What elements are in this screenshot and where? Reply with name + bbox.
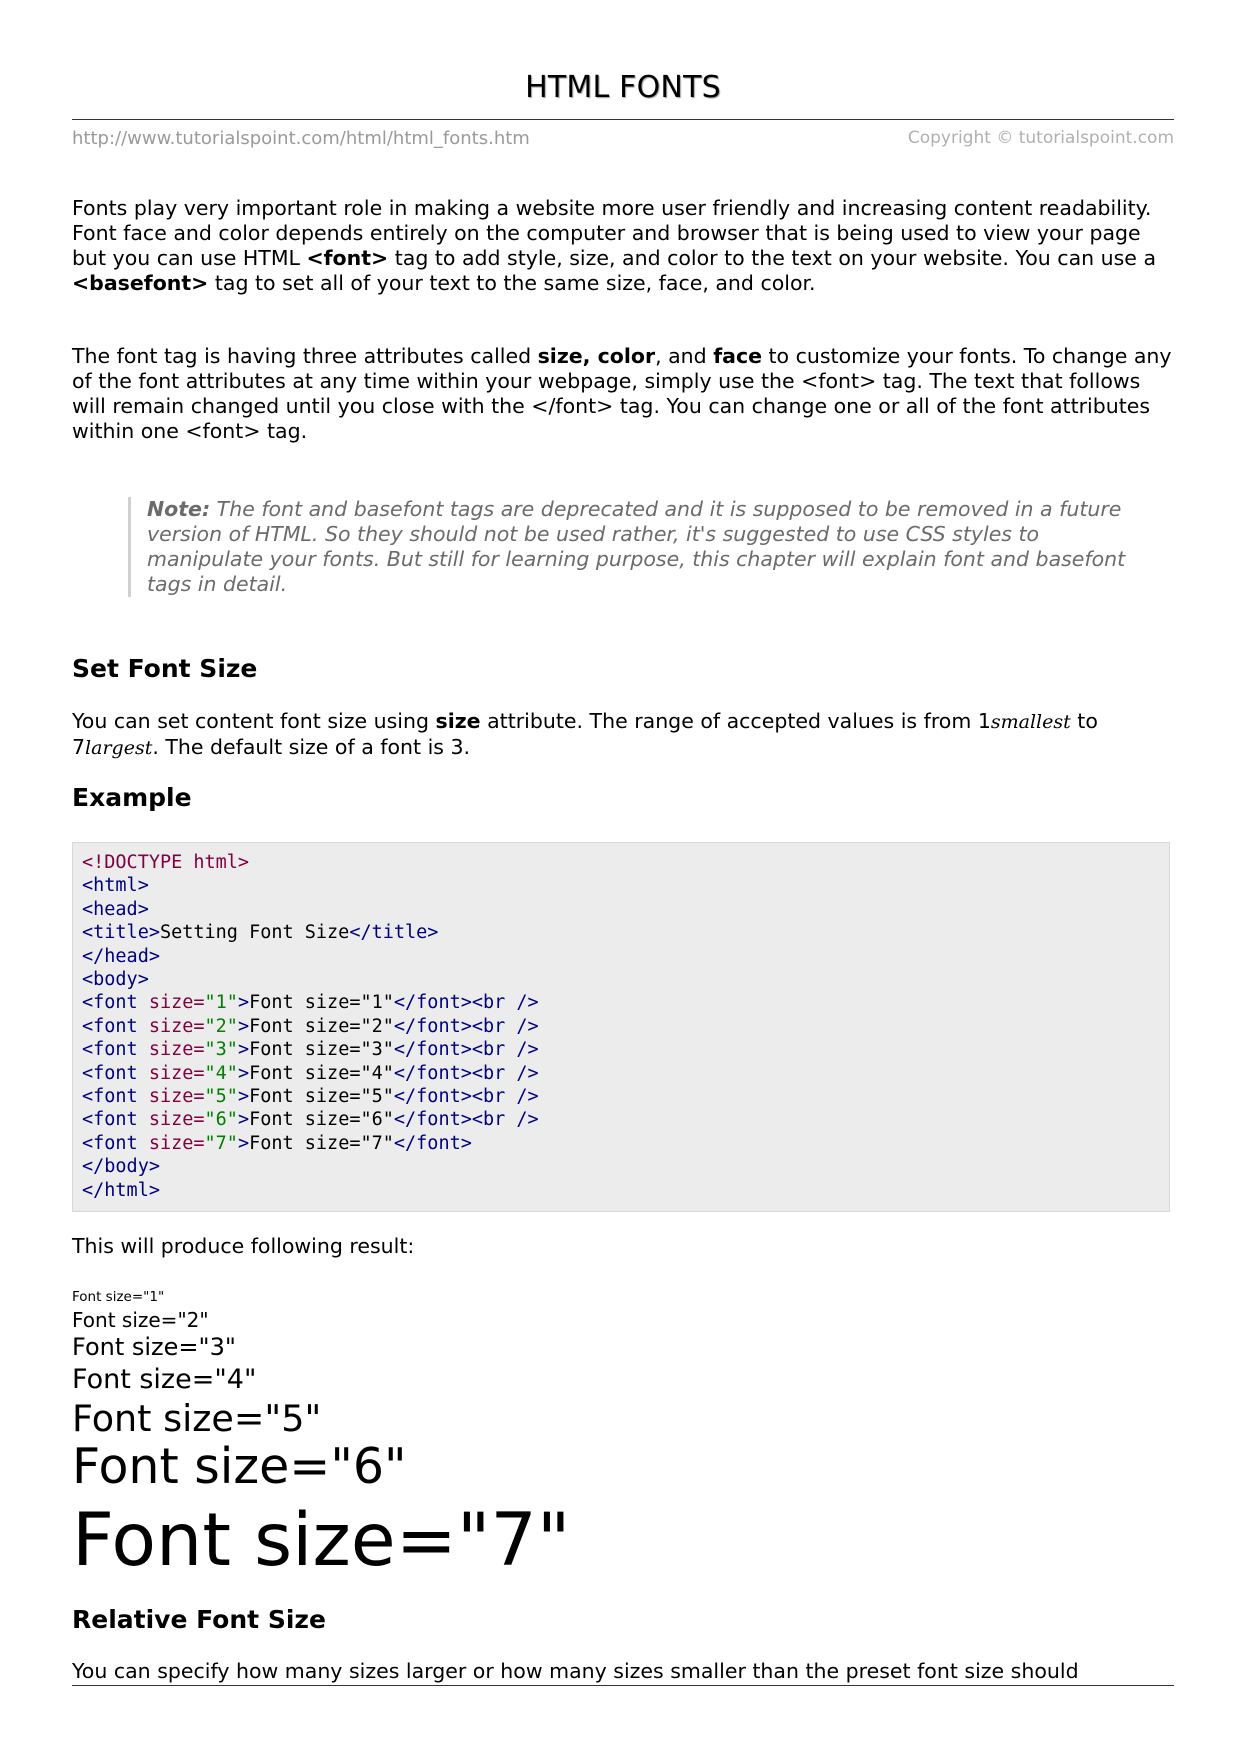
header-divider — [72, 119, 1174, 120]
code-example-block: <!DOCTYPE html> <html> <head> <title>Setting Font Size</title> </head> <body> <font size="1">Font size="1"</font><br /> <font size="2">Font size="2"</font><br /> <font size="3">Font size="3"</font><br /> <font size="4">Font size="4"</font><br /> <font size="5">Font size="5"</font><br /> <font size="6">Font size="6"</font><br /> <font size="7">Font size="7"</font> </body> </html> — [72, 842, 1170, 1212]
result-font-size-4: Font size="4" — [72, 1364, 257, 1395]
code-line-3: <font size="3">Font size="3"</font><br /> — [82, 1039, 539, 1061]
font-size-paragraph: You can set content font size using size attribute. The range of accepted values is from 1smallest to 7largest. The default size of a font is 3. — [72, 709, 1098, 759]
code-line-2: <font size="2">Font size="2"</font><br /> — [82, 1015, 539, 1037]
footer-divider — [72, 1685, 1174, 1686]
code-line-1: <font size="1">Font size="1"</font><br /> — [82, 992, 539, 1014]
result-font-size-2: Font size="2" — [72, 1308, 209, 1332]
heading-set-font-size: Set Font Size — [72, 654, 258, 683]
code-line-4: <font size="4">Font size="4"</font><br /> — [82, 1062, 539, 1084]
relative-font-size-paragraph: You can specify how many sizes larger or how many sizes smaller than the preset font size should — [72, 1659, 1079, 1683]
note-text: The font and basefont tags are deprecated and it is supposed to be removed in a future version of HTML. So they should not be used rather, it's suggested to use CSS styles to manipulate your fonts. But still for learning purpose, this chapter will explain font and basefont tags in detail. — [147, 497, 1126, 596]
result-font-size-3: Font size="3" — [72, 1333, 236, 1361]
intro-paragraph-2: The font tag is having three attributes called size, color, and face to customize your fonts. To change any of the font attributes at any time within your webpage, simply use the <font> tag. The text that follows will remain changed until you close with the </font> tag. You can change one or all of the font attributes within one <font> tag. — [72, 344, 1172, 443]
result-font-size-6: Font size="6" — [72, 1438, 407, 1495]
page-title: HTML FONTS — [525, 70, 721, 105]
intro-paragraph-1: Fonts play very important role in making a website more user friendly and increasing content readability. Font face and color depends entirely on the computer and browser that is being used to view your page but you can use HTML <font> tag to add style, size, and color to the text on your website. You can use a <basefont> tag to set all of your text to the same size, face, and color. — [72, 196, 1157, 295]
result-font-size-1: Font size="1" — [72, 1289, 165, 1305]
deprecation-note — [128, 497, 1157, 597]
result-font-size-7: Font size="7" — [72, 1498, 571, 1583]
result-intro: This will produce following result: — [72, 1234, 415, 1258]
copyright-notice: Copyright © tutorialspoint.com — [907, 128, 1174, 148]
code-line-5: <font size="5">Font size="5"</font><br /> — [82, 1086, 539, 1108]
code-line-6: <font size="6">Font size="6"</font><br /> — [82, 1109, 539, 1131]
note-label: Note: — [147, 497, 211, 521]
heading-relative-font-size: Relative Font Size — [72, 1605, 326, 1634]
code-line-7: <font size="7">Font size="7"</font> — [82, 1132, 472, 1154]
source-url: http://www.tutorialspoint.com/html/html_fonts.htm — [72, 128, 530, 149]
heading-example: Example — [72, 783, 192, 812]
result-font-size-5: Font size="5" — [72, 1397, 322, 1440]
